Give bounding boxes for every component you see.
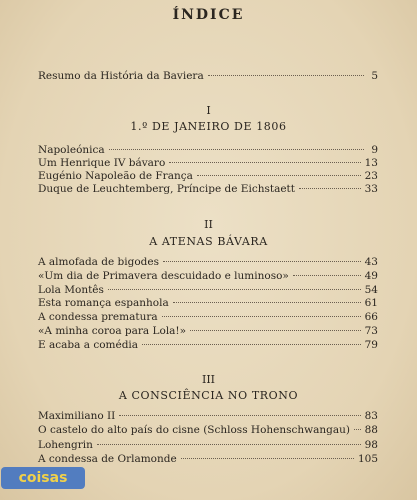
toc-entry: [38, 284, 378, 298]
entry-page: 79: [364, 339, 378, 351]
dot-leader: [97, 444, 361, 445]
toc-entry-intro: [38, 70, 378, 84]
entry-text: «Um dia de Primavera descuidado e luminoso»: [38, 270, 289, 282]
toc-entry: [38, 183, 378, 197]
entry-page: 49: [364, 270, 378, 282]
dot-leader: [173, 302, 361, 303]
entry-page: 23: [364, 170, 378, 182]
entry-text: A condessa prematura: [38, 311, 158, 323]
toc-entry: [38, 170, 378, 184]
part-numeral: III: [201, 373, 216, 386]
entry-page: 83: [364, 410, 378, 422]
toc-entry: [38, 157, 378, 171]
dot-leader: [119, 415, 360, 416]
entry-text: Napoleónica: [38, 144, 105, 156]
entry-page: 98: [364, 439, 378, 451]
toc-entry: [38, 144, 378, 158]
entry-text: Eugénio Napoleão de França: [38, 170, 193, 182]
entry-page: 9: [371, 144, 378, 156]
entry-text: «A minha coroa para Lola!»: [38, 325, 187, 337]
part-heading: 1.º DE JANEIRO DE 1806: [130, 120, 287, 133]
index-title: ÍNDICE: [172, 7, 245, 23]
dot-leader: [169, 162, 360, 163]
toc-entry: [38, 439, 378, 453]
dot-leader: [162, 316, 361, 317]
entry-text: E acaba a comédia: [38, 339, 139, 351]
dot-leader: [109, 149, 364, 150]
entry-page: 105: [357, 453, 378, 465]
entry-page: 5: [371, 70, 378, 82]
toc-entry: [38, 311, 378, 325]
entry-text: Maximiliano II: [38, 410, 116, 422]
toc-entry: [38, 339, 378, 353]
part-heading: A CONSCIÊNCIA NO TRONO: [118, 389, 299, 402]
toc-entry: [38, 410, 378, 424]
dot-leader: [163, 261, 361, 262]
toc-entry: [38, 325, 378, 339]
entry-text: Um Henrique IV bávaro: [38, 157, 166, 169]
dot-leader: [208, 75, 364, 76]
entry-text: Esta romança espanhola: [38, 297, 169, 309]
part-numeral: II: [204, 218, 213, 231]
toc-entry: [38, 256, 378, 270]
entry-text: A almofada de bigodes: [38, 256, 160, 268]
entry-text: A condessa de Orlamonde: [38, 453, 177, 465]
entry-text: O castelo do alto país do cisne (Schloss Hohenschwangau): [38, 424, 351, 436]
toc-entry: [38, 297, 378, 311]
entry-page: 73: [364, 325, 378, 337]
watermark-logo: [1, 467, 85, 489]
entry-page: 13: [364, 157, 378, 169]
entry-page: 66: [364, 311, 378, 323]
entry-page: 54: [364, 284, 378, 296]
entry-page: 61: [364, 297, 378, 309]
dot-leader: [197, 175, 361, 176]
dot-leader: [354, 429, 361, 430]
dot-leader: [108, 289, 361, 290]
dot-leader: [181, 458, 354, 459]
entry-text: Lola Montês: [38, 284, 104, 296]
dot-leader: [190, 330, 361, 331]
toc-entry: [38, 453, 378, 467]
entry-text: Duque de Leuchtemberg, Príncipe de Eichstaett: [38, 183, 295, 195]
entry-page: 88: [364, 424, 378, 436]
entry-text: Resumo da História da Baviera: [38, 70, 204, 82]
dot-leader: [293, 275, 361, 276]
toc-entry: [38, 424, 378, 438]
entry-page: 33: [364, 183, 378, 195]
toc-entry: [38, 270, 378, 284]
dot-leader: [142, 344, 361, 345]
part-heading: A ATENAS BÁVARA: [149, 235, 268, 248]
entry-page: 43: [364, 256, 378, 268]
entry-text: Lohengrin: [38, 439, 93, 451]
watermark-text: coisas: [18, 470, 68, 486]
dot-leader: [299, 188, 361, 189]
part-numeral: I: [206, 104, 211, 117]
